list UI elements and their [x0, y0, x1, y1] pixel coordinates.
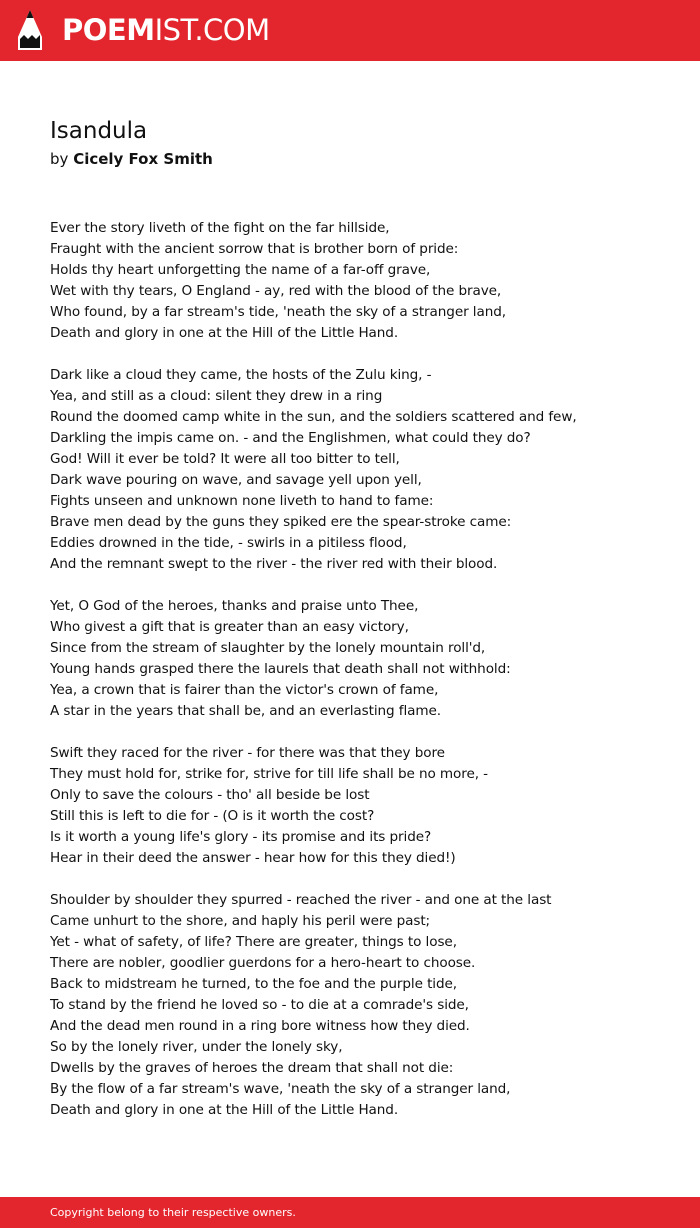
- poem-line: There are nobler, goodlier guerdons for a hero-heart to choose.: [50, 955, 476, 971]
- logo-light-text: IST.COM: [154, 13, 270, 47]
- poem-line: Yet, O God of the heroes, thanks and praise unto Thee,: [50, 598, 419, 614]
- poem-line: Hear in their deed the answer - hear how for this they died!): [50, 850, 456, 866]
- byline: [50, 148, 213, 170]
- poem-line: And the dead men round in a ring bore witness how they died.: [50, 1018, 470, 1034]
- poem-line: A star in the years that shall be, and an everlasting flame.: [50, 703, 442, 719]
- poem-line: Dark like a cloud they came, the hosts of the Zulu king, -: [50, 367, 432, 383]
- poem-line: Dark wave pouring on wave, and savage yell upon yell,: [50, 472, 422, 488]
- poem-line: Came unhurt to the shore, and haply his peril were past;: [50, 913, 431, 929]
- poem-line: Brave men dead by the guns they spiked ere the spear-stroke came:: [50, 514, 512, 530]
- poem-line: Back to midstream he turned, to the foe and the purple tide,: [50, 976, 457, 992]
- poem-line: So by the lonely river, under the lonely sky,: [50, 1039, 343, 1055]
- poem-line: Since from the stream of slaughter by the lonely mountain roll'd,: [50, 640, 486, 656]
- poem-line: Swift they raced for the river - for there was that they bore: [50, 745, 445, 761]
- logo-bold-text: POEM: [62, 13, 155, 47]
- author-name: Cicely Fox Smith: [73, 150, 213, 168]
- stanza: [50, 365, 670, 575]
- poem-line: Yea, a crown that is fairer than the victor's crown of fame,: [50, 682, 439, 698]
- poem-line: And the remnant swept to the river - the river red with their blood.: [50, 556, 498, 572]
- poem-line: Wet with thy tears, O England - ay, red with the blood of the brave,: [50, 283, 502, 299]
- poem-body: [50, 218, 670, 1121]
- poem-line: Dwells by the graves of heroes the dream that shall not die:: [50, 1060, 454, 1076]
- poem-line: Eddies drowned in the tide, - swirls in a pitiless flood,: [50, 535, 407, 551]
- poem-line: To stand by the friend he loved so - to die at a comrade's side,: [50, 997, 469, 1013]
- poem-line: Fraught with the ancient sorrow that is brother born of pride:: [50, 241, 459, 257]
- poem-line: Yea, and still as a cloud: silent they drew in a ring: [50, 388, 383, 404]
- poem-line: By the flow of a far stream's wave, 'neath the sky of a stranger land,: [50, 1081, 511, 1097]
- poem-line: Who givest a gift that is greater than an easy victory,: [50, 619, 409, 635]
- site-logo[interactable]: [62, 12, 270, 48]
- poem-line: Ever the story liveth of the fight on the far hillside,: [50, 220, 390, 236]
- poem-line: Death and glory in one at the Hill of the Little Hand.: [50, 1102, 399, 1118]
- poem-line: Yet - what of safety, of life? There are greater, things to lose,: [50, 934, 457, 950]
- poem-line: Darkling the impis came on. - and the Englishmen, what could they do?: [50, 430, 531, 446]
- poem-line: Still this is left to die for - (O is it worth the cost?: [50, 808, 375, 824]
- poem-line: Is it worth a young life's glory - its promise and its pride?: [50, 829, 432, 845]
- poem-line: Death and glory in one at the Hill of the Little Hand.: [50, 325, 399, 341]
- stanza: [50, 218, 670, 344]
- poem-line: Fights unseen and unknown none liveth to hand to fame:: [50, 493, 434, 509]
- site-footer: [0, 1197, 700, 1228]
- poem-line: Young hands grasped there the laurels that death shall not withhold:: [50, 661, 511, 677]
- pencil-icon[interactable]: [17, 9, 43, 51]
- stanza: [50, 890, 670, 1121]
- poem-line: Round the doomed camp white in the sun, and the soldiers scattered and few,: [50, 409, 577, 425]
- copyright-text: Copyright belong to their respective owners.: [50, 1206, 296, 1219]
- poem-line: Holds thy heart unforgetting the name of a far-off grave,: [50, 262, 431, 278]
- stanza: [50, 596, 670, 722]
- poem-line: They must hold for, strike for, strive for till life shall be no more, -: [50, 766, 488, 782]
- poem-line: Who found, by a far stream's tide, 'neath the sky of a stranger land,: [50, 304, 506, 320]
- stanza: [50, 743, 670, 869]
- poem-line: Shoulder by shoulder they spurred - reached the river - and one at the last: [50, 892, 552, 908]
- poem-title: Isandula: [50, 118, 148, 144]
- poem-line: Only to save the colours - tho' all beside be lost: [50, 787, 370, 803]
- poem-line: God! Will it ever be told? It were all too bitter to tell,: [50, 451, 400, 467]
- by-label: by: [50, 150, 69, 168]
- site-header: [0, 0, 700, 61]
